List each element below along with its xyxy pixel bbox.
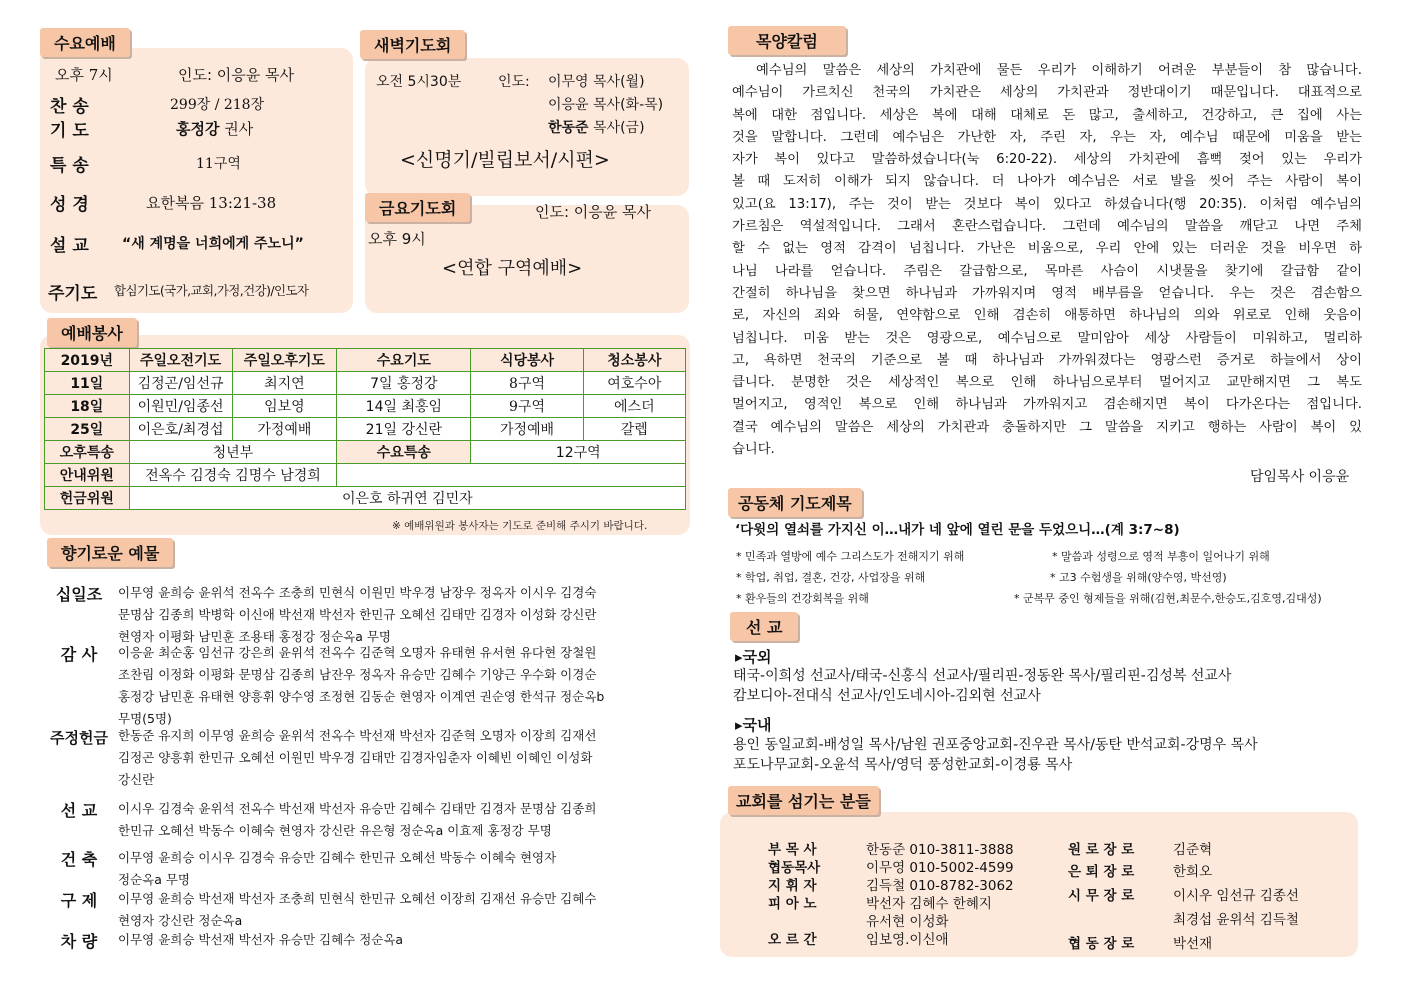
table-header: 수요기도 [337, 349, 471, 372]
column-line: 멀어지고, 영적인 복으로 인해 하나님과 가까워지고 겸손해지면 복이 다가온다는 점입니다. [732, 397, 1362, 413]
main-prayer-label: 주기도 [48, 284, 98, 304]
column-line: 있고(요 13:17), 주는 것이 받는 것보다 복이 있다고 하셨습니다(행 20:35). 이처럼 예수님의 [732, 196, 1362, 212]
staff-role: 오 르 간 [768, 932, 817, 948]
wednesday-leader: 인도: 이응윤 목사 [178, 66, 295, 84]
friday-leader: 인도: 이응윤 목사 [535, 203, 652, 221]
offering-label: 선 교 [60, 801, 98, 820]
hymn-label: 찬 송 [50, 97, 89, 117]
staff-value: 최경섭 윤위석 김득철 [1173, 912, 1299, 928]
offering-label: 주정헌금 [50, 729, 108, 747]
column-line: 나님 나라를 얻습니다. 주림은 갈급함으로, 목마른 사슴이 시냇물을 찾기에 갈급함 같이 [732, 263, 1362, 279]
offering-group [50, 798, 690, 842]
table-row [45, 441, 686, 464]
column-line: 볼 때 도저히 이해가 되지 않습니다. 더 나아가 예수님은 서로 발을 씻어 주는 사람이 복이 [732, 174, 1362, 190]
mission-abroad-label: ▸국외 [735, 648, 772, 666]
table-cell: 최지연 [232, 372, 337, 395]
table-cell: 헌금위원 [45, 487, 130, 510]
offering-group [50, 888, 690, 932]
table-header: 주일오후기도 [232, 349, 337, 372]
table-cell: 여호수아 [583, 372, 685, 395]
table-cell: 이원민/임종선 [129, 395, 232, 418]
offering-names [118, 725, 698, 791]
column-line: 것을 말합니다. 그런데 예수님은 가난한 자, 주린 자, 우는 자, 예수님 때문에 미움을 받는 [732, 129, 1362, 145]
staff-role: 은 퇴 장 로 [1068, 864, 1135, 880]
offering-group [50, 847, 690, 891]
dawn-leader-1 [548, 71, 645, 91]
offering-names [118, 888, 698, 932]
column-line: 습니다. [732, 442, 775, 458]
staff-tag: 교회를 섬기는 분들 [728, 786, 879, 815]
offering-label: 건 축 [60, 850, 98, 869]
hymn-value: 299장 / 218장 [170, 97, 265, 113]
table-cell: 갈렙 [583, 418, 685, 441]
staff-role: 부 목 사 [768, 842, 817, 858]
offering-line: 김정곤 양흥휘 한민규 오혜선 이원민 박우경 김태만 김경자임춘자 이혜빈 이혜인 이성화 [118, 750, 593, 765]
prayer-label: 기 도 [50, 121, 89, 141]
prayer-item: * 민족과 열방에 예수 그리스도가 전해지기 위해 [736, 550, 965, 563]
staff-value: 이무영 010-5002-4599 [866, 860, 1014, 876]
dawn-tag: 새벽기도회 [360, 30, 465, 59]
table-cell: 25일 [45, 418, 130, 441]
table-cell: 8구역 [471, 372, 583, 395]
prayer-item: * 학업, 취업, 결혼, 건강, 사업장을 위해 [736, 571, 926, 584]
prayer-item: * 환우들의 건강회복을 위해 [736, 592, 869, 605]
table-cell: 임보영 [232, 395, 337, 418]
table-cell: 오후특송 [45, 441, 130, 464]
staff-role: 지 휘 자 [768, 878, 817, 894]
offering-names [118, 798, 698, 842]
table-cell: 12구역 [471, 441, 686, 464]
table-header: 주일오전기도 [129, 349, 232, 372]
community-verse: ‘다윗의 열쇠를 가지신 이…내가 네 앞에 열린 문을 두었으니…(계 3:7~8) [735, 522, 1180, 538]
dawn-leader-label: 인도: [498, 74, 530, 90]
column-line: 예수님이 가르치신 천국의 가치관은 세상의 가치관과 정반대이기 때문입니다. 대표적으로 [732, 85, 1362, 101]
offering-line: 이시우 김경숙 윤위석 전옥수 박선재 박선자 유승만 김혜수 김태만 김경자 문명삼 김종희 [118, 801, 597, 816]
staff-right-2 [1068, 860, 1212, 880]
column-line: 로, 자신의 죄와 허물, 연약함으로 인해 겸손히 애통하면 하나님의 의와 위로로 인해 웃음이 [732, 308, 1362, 324]
scripture-value: 요한복음 13:21-38 [146, 194, 277, 212]
special-label: 특 송 [50, 156, 89, 176]
offering-line: 강신란 [118, 772, 155, 787]
table-row [45, 418, 686, 441]
column-line: 자가 복이 있다고 말씀하셨습니다(눅 6:20-22). 세상의 가치관에 흠뻑 젖어 있는 우리가 [732, 152, 1362, 168]
column-tag: 목양칼럼 [728, 26, 846, 55]
table-header: 청소봉사 [583, 349, 685, 372]
staff-right-1 [1068, 838, 1212, 858]
staff-role: 피 아 노 [768, 896, 817, 912]
dawn-books: <신명기/빌립보서/시편> [400, 149, 610, 171]
prayer-item: * 군복무 중인 형제들을 위해(김현,최문수,한승도,김호영,김대성) [1014, 592, 1322, 605]
wednesday-time: 오후 7시 [55, 66, 113, 84]
table-header: 식당봉사 [471, 349, 583, 372]
offering-line: 무명(5명) [118, 711, 172, 726]
mission-abroad-line: 캄보디아-전대식 선교사/인도네시아-김외현 선교사 [733, 688, 1041, 704]
staff-left-4 [768, 892, 992, 912]
dawn-leader-2 [548, 94, 663, 114]
sermon-label: 설 교 [50, 236, 89, 256]
table-cell [337, 464, 686, 487]
offering-label: 구 제 [60, 891, 98, 910]
column-line: 결국 예수님의 말씀은 세상의 가치관과 충돌하지만 그 말씀을 지키고 행하는 사람이 복이 있 [732, 419, 1362, 435]
dawn-leader-name: 이무영 [548, 74, 589, 90]
special-value: 11구역 [196, 156, 241, 172]
offering-line: 현영자 이평화 남민훈 조용태 홍정강 정순옥a 무명 [118, 629, 392, 644]
offering-label: 십일조 [55, 585, 103, 604]
table-header: 2019년 [45, 349, 130, 372]
column-line: 예수님의 말씀은 세상의 가치관에 물든 우리가 이해하기 어려운 부분들이 참 많습니다. [756, 63, 1362, 78]
main-prayer-value: 합심기도(국가,교회,가정,건강)/인도자 [114, 283, 309, 298]
dawn-time: 오전 5시30분 [376, 74, 462, 90]
service-note: ※ 예배위원과 봉사자는 기도로 준비해 주시기 바랍니다. [392, 520, 648, 532]
table-header-row [45, 349, 686, 372]
sermon-value: “새 계명을 너희에게 주노니” [122, 236, 304, 252]
column-line: 가르침은 역설적입니다. 그래서 혼란스럽습니다. 그런데 예수님의 말씀을 깨닫고 나면 주체 [732, 219, 1362, 235]
offering-line: 한민규 오혜선 박동수 이혜숙 현영자 강신란 유은형 정순옥a 이효제 홍정강 무명 [118, 823, 552, 838]
dawn-leader-name: 이응윤 [548, 97, 589, 113]
offering-names [118, 642, 698, 730]
offering-label: 차 량 [60, 932, 98, 951]
community-tag: 공동체 기도제목 [728, 488, 862, 517]
offering-group [50, 725, 690, 791]
staff-left-6 [768, 928, 949, 948]
prayer-item: * 고3 수험생을 위해(양수영, 박선영) [1050, 571, 1227, 584]
staff-role: 협동목사 [768, 860, 821, 876]
table-row [45, 395, 686, 418]
service-tag: 예배봉사 [47, 318, 137, 347]
offering-line: 한동준 유지희 이무영 윤희승 윤위석 전옥수 박선재 박선자 김준혁 오명자 이장희 김재선 [118, 728, 597, 743]
table-cell: 수요특송 [337, 441, 471, 464]
prayer-item: * 말씀과 성령으로 영적 부흥이 일어나기 위해 [1052, 550, 1270, 563]
table-cell: 가정예배 [232, 418, 337, 441]
prayer-title: 권사 [224, 120, 254, 138]
offering-line: 문명삼 김종희 박병학 이신애 박선재 박선자 한민규 오혜선 김태만 김경자 이성화 강신란 [118, 607, 597, 622]
staff-value: 한동준 010-3811-3888 [866, 842, 1014, 858]
service-table [44, 348, 686, 510]
table-row [45, 372, 686, 395]
prayer-value [176, 118, 253, 139]
column-line: 복에 대한 점입니다. 세상은 복에 대해 대체로 돈 많고, 출세하고, 건강하고, 큰 집에 사는 [732, 107, 1362, 123]
offering-line: 이무영 윤희승 박선재 박선자 조충희 민현식 한민규 오혜선 이장희 김재선 유승만 김혜수 [118, 891, 597, 906]
mission-abroad-line: 태국-이희성 선교사/태국-신홍식 선교사/필리핀-정동완 목사/필리핀-김성복 선교사 [733, 668, 1232, 684]
dawn-leader-name: 한동준 [548, 120, 589, 136]
table-cell: 9구역 [471, 395, 583, 418]
offering-line: 이무영 윤희승 윤위석 전옥수 조충희 민현식 이원민 박우경 남장우 정옥자 이시우 김경숙 [118, 585, 597, 600]
staff-left-5 [768, 910, 949, 930]
table-row [45, 464, 686, 487]
staff-value: 이시우 임선규 김종선 [1173, 888, 1299, 904]
table-row [45, 487, 686, 510]
staff-role: 시 무 장 로 [1068, 888, 1135, 904]
table-cell: 이은호 하귀연 김민자 [129, 487, 685, 510]
mission-domestic-label: ▸국내 [735, 716, 772, 734]
staff-value: 김준혁 [1173, 842, 1213, 858]
column-line: 간절히 하나님을 찾으면 하나님과 가까워지며 영적 배부름을 얻습니다. 우는 것은 겸손함으 [732, 285, 1362, 301]
staff-value: 유서현 이성화 [866, 914, 949, 930]
table-cell: 청년부 [129, 441, 337, 464]
offering-line: 이응윤 최순홍 임선규 강은희 윤위석 전옥수 김준혁 오명자 유태현 유서현 유다현 장철원 [118, 645, 597, 660]
offerings-tag: 향기로운 예물 [47, 538, 173, 567]
table-cell: 14일 최홍임 [337, 395, 471, 418]
prayer-name: 홍정강 [176, 120, 220, 138]
staff-left-1 [768, 838, 1014, 858]
staff-right-4 [1068, 908, 1299, 928]
staff-role: 원 로 장 로 [1068, 842, 1135, 858]
staff-role: 협 동 장 로 [1068, 936, 1135, 952]
offering-line: 정순옥a 무명 [118, 872, 191, 887]
column-line: 할 수 없는 영적 감격이 넘칩니다. 가난은 비움으로, 우리 안에 있는 더러운 것을 비우면 하 [732, 241, 1362, 257]
staff-left-3 [768, 874, 1014, 894]
staff-value: 박선자 김혜수 한혜지 [866, 896, 992, 912]
offering-line: 현영자 강신란 정순옥a [118, 913, 243, 928]
column-signature: 담임목사 이응윤 [1250, 469, 1350, 485]
table-cell: 가정예배 [471, 418, 583, 441]
offering-label: 감 사 [60, 645, 98, 664]
offering-names [118, 847, 698, 891]
offering-line: 이무영 윤희승 이시우 김경숙 유승만 김혜수 한민규 오혜선 박동수 이혜숙 현영자 [118, 850, 557, 865]
column-line: 고, 욕하면 천국의 기준으로 볼 때 하나님과 가까워졌다는 영광스런 증거로 하늘에서 상이 [732, 352, 1362, 368]
offering-group [50, 929, 690, 953]
mission-domestic-line: 포도나무교회-오윤석 목사/영덕 풍성한교회-이경룡 목사 [733, 757, 1073, 773]
column-line: 큽니다. 분명한 것은 세상적인 복으로 인해 하나님으로부터 멀어지고 교만해지면 그 복도 [732, 375, 1362, 391]
column-body [732, 60, 1362, 461]
friday-time: 오후 9시 [368, 230, 426, 248]
offering-group [50, 642, 690, 730]
mission-domestic-line: 용인 동일교회-배성일 목사/남원 권포중앙교회-진우관 목사/동탄 반석교회-강명우 목사 [733, 737, 1258, 753]
table-cell: 전옥수 김경숙 김명수 남경희 [129, 464, 337, 487]
staff-value: 김득철 010-8782-3062 [866, 878, 1014, 894]
staff-value: 임보영.이신애 [866, 932, 949, 948]
table-cell: 11일 [45, 372, 130, 395]
staff-right-3 [1068, 884, 1299, 904]
staff-value: 박선재 [1173, 936, 1213, 952]
dawn-leader-title: 목사(금) [593, 120, 645, 136]
wednesday-tag: 수요예배 [40, 28, 130, 57]
dawn-leader-3 [548, 117, 645, 137]
table-cell: 에스더 [583, 395, 685, 418]
staff-right-5 [1068, 932, 1212, 952]
offering-line: 조찬림 이정화 이평화 문명삼 김종희 남잔우 정옥자 유승만 김혜수 기양근 우수화 이경순 [118, 667, 597, 682]
wednesday-panel [40, 48, 353, 313]
offering-names [118, 929, 698, 951]
table-cell: 18일 [45, 395, 130, 418]
mission-tag: 선 교 [730, 612, 798, 641]
friday-tag: 금요기도회 [365, 193, 470, 222]
table-cell: 김정곤/임선규 [129, 372, 232, 395]
table-cell: 21일 강신란 [337, 418, 471, 441]
offering-names [118, 582, 698, 648]
table-cell: 이은호/최경섭 [129, 418, 232, 441]
table-cell: 7일 홍정강 [337, 372, 471, 395]
staff-value: 한희오 [1173, 864, 1213, 880]
scripture-label: 성 경 [50, 195, 89, 215]
column-line: 넘칩니다. 미움 받는 것은 영광으로, 예수님으로 말미암아 세상 사람들이 미워하고, 멀리하 [732, 330, 1362, 346]
offering-line: 이무영 윤희승 박선재 박선자 유승만 김혜수 정순옥a [118, 932, 404, 947]
staff-left-2 [768, 856, 1014, 876]
friday-title: <연합 구역예배> [442, 258, 583, 279]
offering-line: 홍정강 남민훈 유태현 양흥휘 양수영 조정현 김동순 현영자 이계연 권순영 한석규 정순옥b [118, 689, 605, 704]
dawn-leader-title: 목사(화-목) [593, 97, 664, 113]
dawn-leader-title: 목사(월) [593, 74, 645, 90]
table-cell: 안내위원 [45, 464, 130, 487]
offering-group [50, 582, 690, 648]
